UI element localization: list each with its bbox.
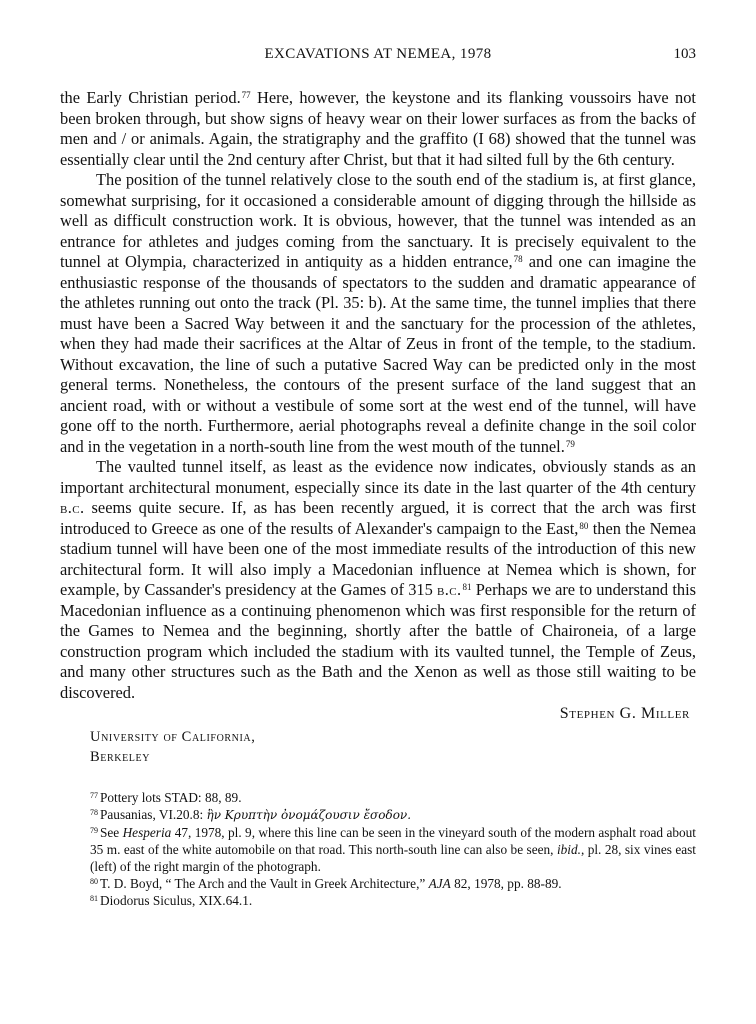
paragraph-2-text-a: The position of the tunnel relatively close to the south end of the stadium is, at first glance, somewhat surprising, for it occasioned a considerable amount of digging through the hillside as well as difficult construction work. It is obvious, however, that the tunnel was intended as an entrance for athletes and judges coming from the sanctuary. It is precisely equivalent to the tunnel at Olympia, characterized in antiquity as a hidden entrance, <box>60 170 696 271</box>
paragraph-2 <box>60 170 696 457</box>
footnote-number: 78 <box>90 807 98 817</box>
running-title: EXCAVATIONS AT NEMEA, 1978 <box>264 46 492 62</box>
affiliation-line-2: Berkeley <box>90 749 151 765</box>
paragraph-3-text-d: Perhaps we are to understand this Macedonian influence as a continuing phenomenon which was first responsible for the return of the Games to Nemea and the beginning, shortly after the battle of Chaironeia, of a large construction program which included the stadium with its vaulted tunnel, the Temple of Zeus, and many other structures such as the Bath and the Xenon as well as those still waiting to be discovered. <box>60 580 696 702</box>
footnote-78 <box>90 806 696 824</box>
paragraph-3-text-b: seems quite secure. If, as has been recently argued, it is correct that the arch was first introduced to Greece as one of the results of Alexander's campaign to the East, <box>60 498 696 538</box>
footnote-text: , pl. 28, six vines east (left) of the right margin of the photograph. <box>90 842 696 874</box>
journal-title: Hesperia <box>122 825 172 840</box>
footnote-number: 77 <box>90 790 98 800</box>
affiliation-line-1: University of California, <box>90 729 256 745</box>
footnote-text: T. D. Boyd, “ The Arch and the Vault in Greek Architecture,” <box>100 876 429 891</box>
footnote-77 <box>90 789 696 806</box>
footnotes <box>90 789 696 909</box>
running-head <box>60 46 696 66</box>
paragraph-1-text-b: Here, however, the keystone and its flanking voussoirs have not been broken through, but show signs of heavy wear on their lower surfaces as from the backs of men and / or animals. Again, the stratigraphy and the graffito (I 68) showed that the tunnel was essentially clear until the 2nd century after Christ, but that it had silted full by the 6th century. <box>60 88 696 169</box>
footnote-ref-78: 78 <box>513 254 523 265</box>
paragraph-1-text-a: the Early Christian period. <box>60 88 241 107</box>
author-affiliation <box>90 727 696 767</box>
footnote-ref-81: 81 <box>462 582 472 593</box>
footnote-81 <box>90 892 696 909</box>
footnote-ref-79: 79 <box>565 438 575 449</box>
footnote-number: 80 <box>90 876 98 886</box>
footnote-number: 81 <box>90 893 98 903</box>
greek-quotation: ἣν Κρυπτὴν ὀνομάζουσιν ἔσοδον. <box>206 808 412 822</box>
page-number: 103 <box>673 46 696 62</box>
footnote-number: 79 <box>90 825 98 835</box>
footnote-80 <box>90 875 696 892</box>
author-signature: Stephen G. Miller <box>559 705 690 722</box>
footnote-text: See <box>100 825 123 840</box>
footnote-text: Pausanias, VI.20.8: <box>100 807 207 822</box>
footnote-text: Diodorus Siculus, XIX.64.1. <box>100 893 253 908</box>
era-abbrev-bc: b.c. <box>60 498 85 517</box>
paragraph-3 <box>60 457 696 703</box>
journal-title: AJA <box>428 876 451 891</box>
paragraph-1 <box>60 88 696 170</box>
footnote-ref-80: 80 <box>579 520 589 531</box>
footnote-text: Pottery lots STAD: 88, 89. <box>100 790 242 805</box>
footnote-text: 47, 1978, pl. 9, where this line can be seen in the vineyard south of the modern asphalt road about 35 m. east of the white automobile on that road. This north-south line can also be seen, <box>90 825 696 857</box>
era-abbrev-bc: b.c. <box>437 580 462 599</box>
footnote-ref-77: 77 <box>241 90 251 101</box>
paragraph-3-text-a: The vaulted tunnel itself, as least as the evidence now indicates, obviously stands as an important architectural monument, especially since its date in the last quarter of the 4th century <box>60 457 696 497</box>
footnote-text: 82, 1978, pp. 88-89. <box>450 876 562 891</box>
footnote-79 <box>90 824 696 875</box>
paragraph-2-text-b: and one can imagine the enthusiastic response of the thousands of spectators to the sudden and dramatic appearance of the athletes running out onto the track (Pl. 35: b). At the same time, the tunnel implies that there must have been a Sacred Way between it and the sanctuary for the procession of the athletes, when they had made their sacrifices at the Altar of Zeus in front of the temple, to the stadium. Without excavation, the line of such a putative Sacred Way can be predicted only in the most general terms. Nonetheless, the contours of the present surface of the land suggest that an ancient road, with or without a vestibule of some sort at the west end of the tunnel, will have gone off to the north. Furthermore, aerial photographs reveal a definite change in the soil color and in the vegetation in a north-south line from the west mouth of the tunnel. <box>60 252 697 456</box>
article-body <box>60 88 696 909</box>
paragraph-3-text-c: then the Nemea stadium tunnel will have been one of the most immediate results of the introduction of this new architectural form. It will also imply a Macedonian influence at Nemea which is shown, for example, by Cassander's presidency at the Games of 315 <box>60 518 696 599</box>
ibid-abbrev: ibid. <box>556 842 581 857</box>
